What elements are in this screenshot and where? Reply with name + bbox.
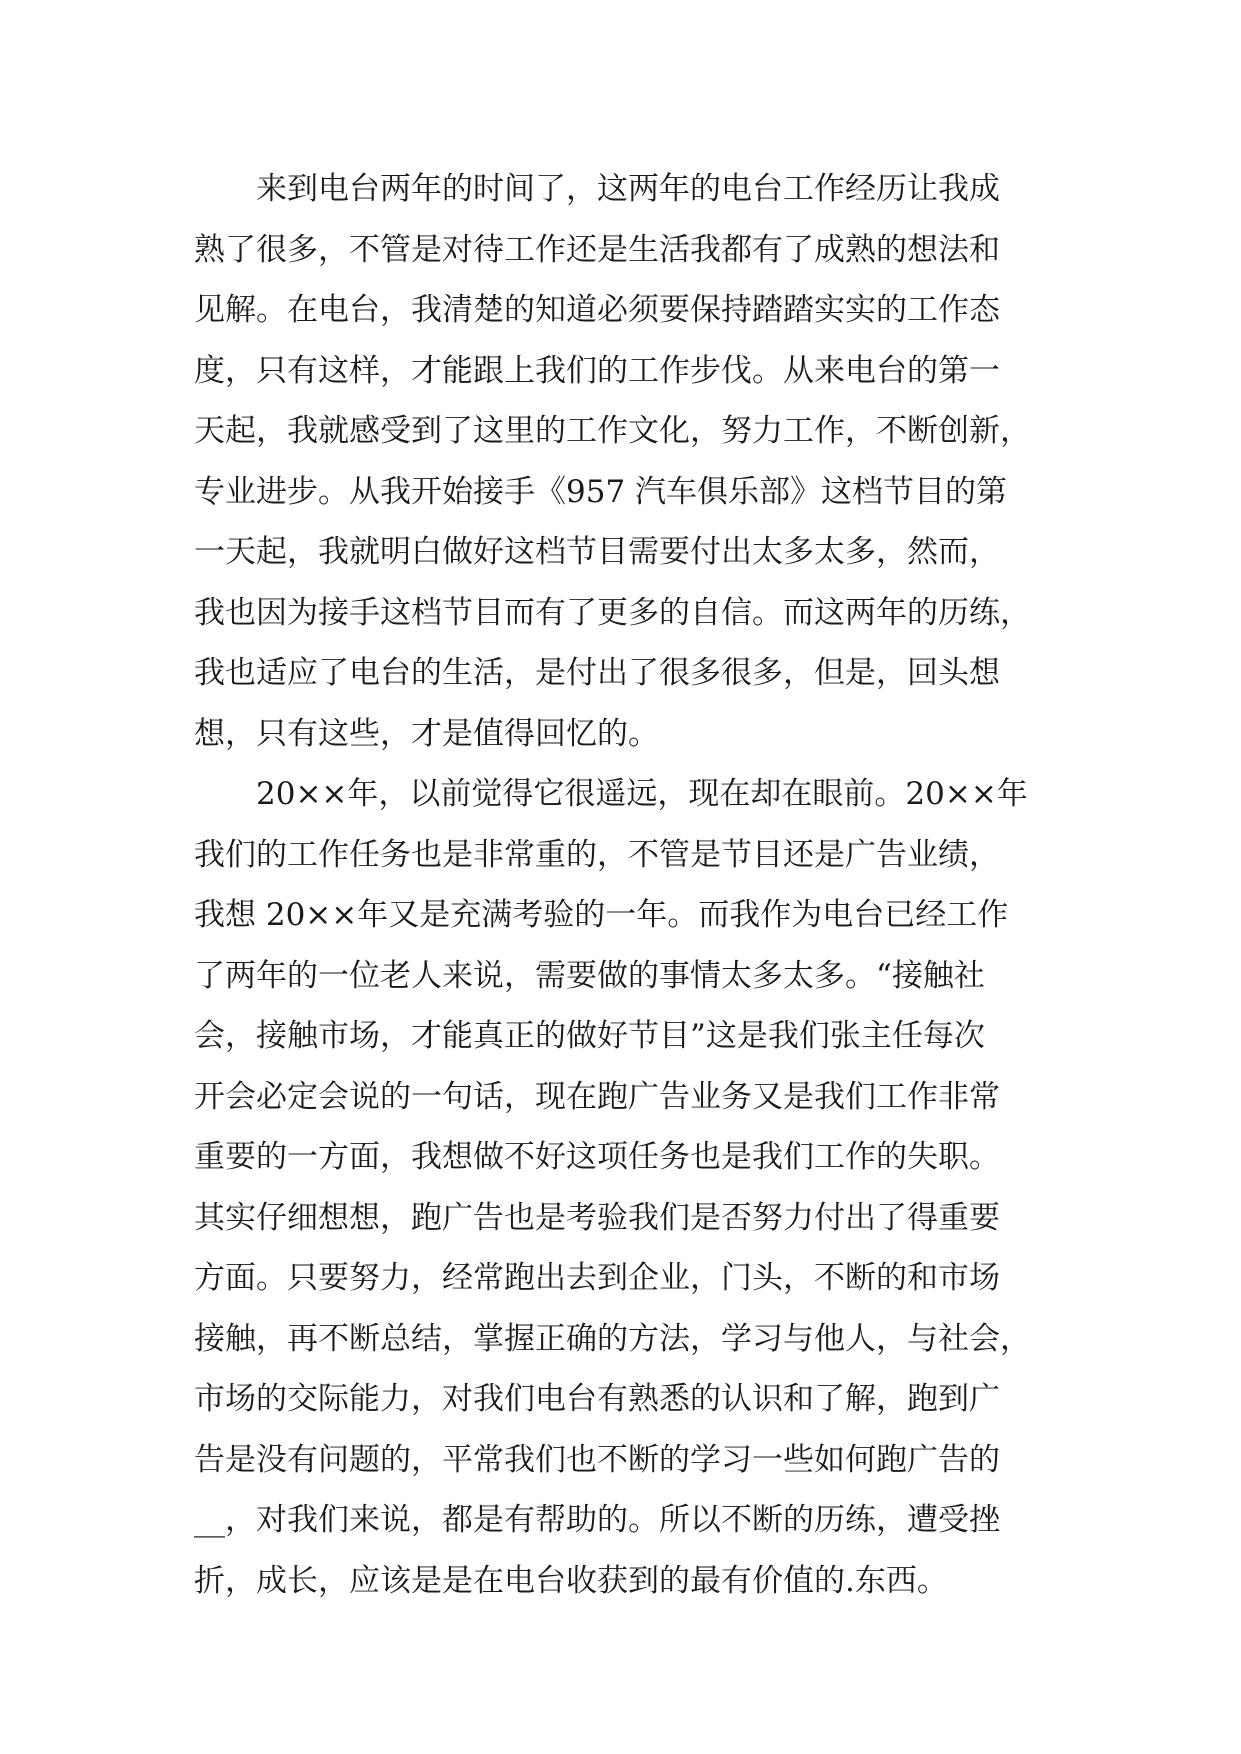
paragraph	[194, 764, 1074, 1611]
body-text	[194, 159, 1074, 1611]
text-line: 来到电台两年的时间了，这两年的电台工作经历让我成	[194, 171, 1000, 207]
text-line: 天起，我就感受到了这里的工作文化，努力工作，不断创新，	[194, 413, 1031, 449]
text-line: 接触，再不断总结，掌握正确的方法，学习与他人，与社会，	[194, 1320, 1031, 1357]
text-line: 开会必定会说的一句话，现在跑广告业务又是我们工作非常	[194, 1078, 1000, 1115]
text-line: 专业进步。从我开始接手《957 汽车俱乐部》这档节目的第	[194, 473, 1008, 510]
paragraph	[194, 159, 1074, 764]
text-line: 度，只有这样，才能跟上我们的工作步伐。从来电台的第一	[194, 352, 1000, 389]
text-line: 我也适应了电台的生活，是付出了很多很多，但是，回头想	[194, 655, 1000, 691]
text-line: 告是没有问题的，平常我们也不断的学习一些如何跑广告的	[194, 1441, 1000, 1478]
text-line: 市场的交际能力，对我们电台有熟悉的认识和了解，跑到广	[194, 1381, 1000, 1417]
text-line: 会，接触市场，才能真正的做好节目”这是我们张主任每次	[194, 1018, 985, 1054]
text-line: 折，成长，应该是是在电台收获到的最有价值的.东西。	[194, 1562, 948, 1599]
text-line: 方面。只要努力，经常跑出去到企业，门头，不断的和市场	[194, 1260, 1000, 1296]
text-line: 我们的工作任务也是非常重的，不管是节目还是广告业绩，	[194, 836, 1000, 873]
text-line: __，对我们来说，都是有帮助的。所以不断的历练，遭受挫	[194, 1502, 1000, 1538]
text-line: 我也因为接手这档节目而有了更多的自信。而这两年的历练，	[194, 594, 1031, 631]
text-line: 想，只有这些，才是值得回忆的。	[194, 715, 659, 752]
text-line: 熟了很多，不管是对待工作还是生活我都有了成熟的想法和	[194, 231, 1000, 268]
text-line: 见解。在电台，我清楚的知道必须要保持踏踏实实的工作态	[194, 292, 1000, 328]
text-line: 我想 20××年又是充满考验的一年。而我作为电台已经工作	[194, 897, 1009, 933]
text-line: 重要的一方面，我想做不好这项任务也是我们工作的失职。	[194, 1139, 1000, 1175]
text-line: 了两年的一位老人来说，需要做的事情太多太多。“接触社	[194, 957, 985, 994]
text-line: 其实仔细想想，跑广告也是考验我们是否努力付出了得重要	[194, 1199, 1000, 1236]
text-line: 20××年，以前觉得它很遥远，现在却在眼前。20××年	[194, 776, 1028, 812]
text-line: 一天起，我就明白做好这档节目需要付出太多太多，然而，	[194, 534, 1000, 570]
